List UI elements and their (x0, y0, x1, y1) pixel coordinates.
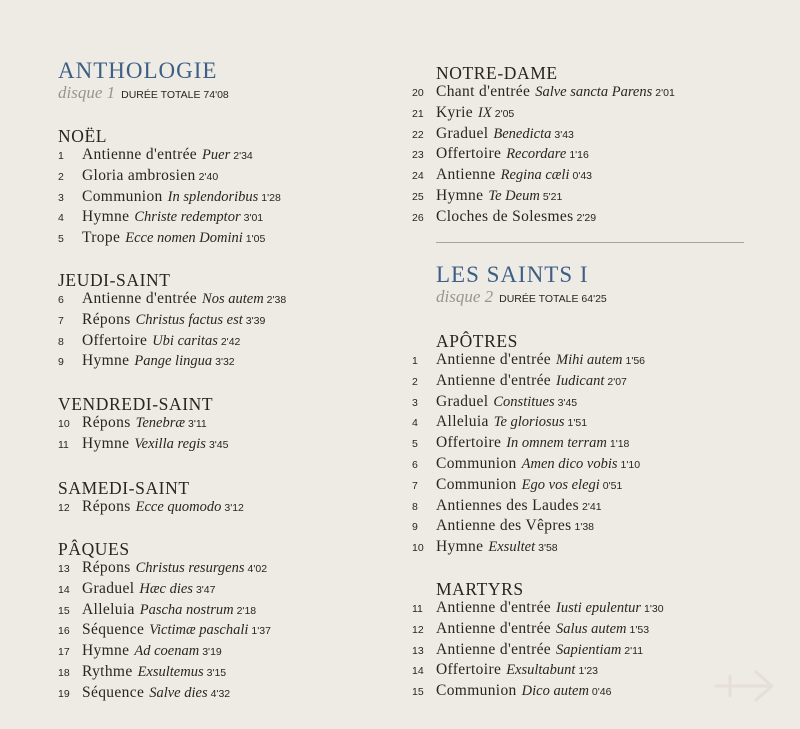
track-work: Amen dico vobis (521, 455, 618, 472)
track-name: Antienne d'entrée (436, 640, 552, 658)
track-work: Pange lingua (134, 353, 213, 370)
track-number: 7 (58, 314, 64, 327)
track-duration: 2'01 (655, 87, 675, 99)
track-duration: 5'21 (542, 190, 563, 203)
track-name: Trope (82, 229, 121, 247)
track-name: Graduel (436, 392, 489, 410)
track-name: Offertoire (436, 434, 502, 452)
section-notre-dame (412, 63, 752, 229)
track-name: Communion (436, 682, 517, 700)
track-name: Communion (436, 454, 517, 472)
track-work: Pascha nostrum (139, 601, 234, 618)
section-jeudi-saint (58, 270, 398, 373)
disc-duration: DURÉE TOTALE 64'25 (499, 293, 607, 305)
track-number: 1 (58, 150, 64, 162)
track-row (58, 435, 398, 456)
track-duration: 1'53 (629, 623, 650, 636)
section-title: JEUDI-SAINT (58, 270, 171, 290)
track-work: Vexilla regis (134, 435, 206, 452)
track-work: Mihi autem (556, 352, 623, 368)
track-number: 4 (58, 212, 64, 225)
track-duration: 1'23 (578, 665, 598, 678)
section-title: NOËL (58, 126, 108, 146)
track-number: 9 (58, 356, 64, 369)
track-work: Tenebræ (135, 415, 186, 431)
track-name: Antienne d'entrée (82, 146, 198, 163)
track-work: Ad coenam (134, 643, 200, 660)
track-row (412, 187, 752, 208)
track-row (58, 601, 398, 622)
track-number: 14 (412, 665, 424, 678)
section-title: SAMEDI-SAINT (58, 478, 190, 498)
track-row (412, 125, 752, 146)
track-row (58, 580, 398, 601)
track-work: Constitues (493, 393, 555, 410)
track-row (58, 352, 398, 373)
track-number: 17 (58, 646, 70, 659)
track-row (412, 208, 752, 229)
track-number: 10 (412, 542, 424, 555)
track-duration: 0'51 (602, 479, 623, 492)
track-duration: 1'37 (251, 625, 271, 638)
track-number: 24 (412, 170, 424, 183)
track-number: 6 (412, 458, 418, 471)
track-duration: 1'51 (567, 417, 588, 430)
track-row (58, 146, 398, 167)
track-work: Regina cæli (500, 167, 570, 184)
track-work: Dico autem (521, 683, 589, 700)
track-number: 14 (58, 583, 70, 596)
track-duration: 2'38 (266, 294, 287, 306)
track-row (412, 497, 752, 518)
track-number: 3 (412, 396, 418, 409)
track-duration: 2'18 (236, 604, 257, 617)
disc-number: disque 2 (436, 287, 494, 306)
track-row (58, 414, 398, 435)
track-work: Hæc dies (139, 580, 193, 597)
track-number: 23 (412, 149, 424, 162)
track-duration: 3'47 (195, 583, 216, 596)
section-title: NOTRE-DAME (436, 63, 558, 83)
track-work: Te Deum (488, 187, 540, 204)
track-work: Exsultabunt (506, 662, 576, 679)
track-number: 6 (58, 294, 64, 306)
disc-duration: DURÉE TOTALE 74'08 (121, 89, 229, 101)
track-work: In splendoribus (167, 188, 259, 205)
track-row (412, 538, 752, 559)
track-duration: 2'41 (582, 500, 602, 513)
track-duration: 0'43 (572, 170, 593, 183)
track-work: In omnem terram (506, 435, 607, 452)
track-name: Répons (82, 414, 131, 431)
disc-title: LES SAINTS I (436, 262, 589, 287)
track-number: 16 (58, 625, 70, 638)
track-duration: 1'10 (620, 458, 641, 471)
track-row (412, 455, 752, 476)
track-list (412, 599, 752, 703)
track-row (412, 620, 752, 641)
section-martyrs (412, 579, 752, 703)
track-list (58, 146, 398, 250)
disc-subtitle (436, 288, 776, 308)
track-name: Offertoire (436, 661, 502, 679)
section-title: APÔTRES (436, 331, 518, 351)
track-name: Offertoire (82, 331, 148, 349)
track-duration: 1'18 (609, 438, 630, 451)
track-row (412, 372, 752, 393)
track-work: Nos autem (202, 291, 264, 307)
track-number: 3 (58, 191, 64, 204)
track-name: Antiennes des Laudes (436, 496, 580, 514)
track-name: Chant d'entrée (436, 83, 531, 100)
track-duration: 1'30 (644, 603, 664, 615)
disc-title: ANTHOLOGIE (58, 58, 218, 83)
track-number: 9 (412, 521, 418, 534)
track-row (58, 498, 398, 519)
track-name: Séquence (82, 683, 145, 701)
track-name: Hymne (436, 538, 484, 556)
section-title: PÂQUES (58, 539, 130, 559)
track-duration: 1'16 (569, 149, 589, 162)
track-row (412, 661, 752, 682)
track-number: 1 (412, 355, 418, 367)
track-row (58, 208, 398, 229)
track-work: Sapientiam (556, 641, 622, 658)
track-duration: 3'12 (224, 502, 244, 514)
track-row (58, 290, 398, 311)
track-name: Hymne (82, 642, 130, 660)
track-number: 2 (412, 375, 418, 388)
track-name: Antienne d'entrée (436, 351, 552, 368)
track-duration: 2'42 (220, 335, 241, 348)
section-paques (58, 539, 398, 705)
track-row (412, 104, 752, 125)
track-list (412, 351, 752, 559)
track-row (58, 559, 398, 580)
divider (436, 242, 744, 243)
track-name: Hymne (82, 352, 130, 370)
track-work: Salve dies (149, 684, 208, 701)
track-work: Ubi caritas (152, 332, 218, 349)
track-name: Hymne (82, 208, 130, 226)
track-work: Exsultet (488, 539, 536, 556)
track-number: 19 (58, 687, 70, 700)
track-work: Christus factus est (135, 311, 243, 328)
track-name: Rythme (82, 662, 133, 680)
track-row (412, 599, 752, 620)
track-name: Antienne d'entrée (436, 619, 552, 637)
track-work: IX (478, 104, 492, 121)
track-row (58, 642, 398, 663)
track-number: 8 (412, 500, 418, 513)
track-row (412, 641, 752, 662)
track-row (412, 476, 752, 497)
section-title: MARTYRS (436, 579, 524, 599)
track-number: 12 (58, 502, 70, 514)
track-number: 18 (58, 666, 70, 679)
track-row (412, 83, 752, 104)
track-name: Graduel (82, 579, 135, 597)
track-name: Répons (82, 559, 131, 576)
track-number: 22 (412, 128, 424, 141)
track-work: Salus autem (556, 620, 627, 637)
track-name: Antienne des Vêpres (436, 517, 572, 535)
track-number: 20 (412, 87, 424, 99)
track-work: Recordare (506, 146, 567, 163)
track-list (58, 498, 398, 519)
track-duration: 3'19 (202, 646, 222, 659)
track-name: Kyrie (436, 103, 474, 121)
track-duration: 2'11 (624, 644, 644, 657)
track-number: 25 (412, 190, 424, 203)
track-row (412, 413, 752, 434)
track-work: Exsultemus (137, 663, 204, 680)
track-duration: 2'07 (607, 375, 627, 388)
section-apotres (412, 331, 752, 559)
track-duration: 1'56 (625, 355, 646, 367)
track-number: 11 (412, 603, 423, 615)
track-duration: 2'40 (198, 170, 219, 183)
arrow-right-icon[interactable] (712, 666, 778, 706)
track-name: Alleluia (436, 413, 489, 431)
track-row (58, 229, 398, 250)
disc-number: disque 1 (58, 83, 116, 102)
track-duration: 3'43 (554, 128, 574, 141)
track-duration: 3'32 (215, 356, 235, 369)
track-work: Iudicant (556, 372, 605, 389)
track-work: Iusti epulentur (556, 600, 642, 616)
track-number: 12 (412, 623, 424, 636)
track-name: Répons (82, 310, 131, 328)
track-work: Ego vos elegi (521, 476, 600, 493)
section-title: VENDREDI-SAINT (58, 394, 214, 414)
track-name: Graduel (436, 124, 489, 142)
track-work: Puer (202, 147, 231, 163)
track-row (412, 351, 752, 372)
track-number: 5 (58, 233, 64, 246)
track-name: Hymne (82, 434, 130, 452)
track-number: 8 (58, 335, 64, 348)
track-name: Séquence (82, 621, 145, 639)
track-name: Répons (82, 498, 131, 515)
track-row (412, 434, 752, 455)
track-number: 4 (412, 417, 418, 430)
track-duration: 3'01 (243, 212, 264, 225)
track-duration: 1'05 (245, 233, 266, 246)
track-duration: 3'11 (188, 418, 207, 430)
track-number: 7 (412, 479, 418, 492)
section-samedi-saint (58, 478, 398, 519)
track-list (58, 414, 398, 456)
track-number: 10 (58, 418, 70, 430)
track-duration: 3'45 (208, 438, 229, 451)
track-duration: 4'02 (247, 563, 268, 575)
track-row (58, 332, 398, 353)
track-number: 21 (412, 107, 424, 120)
track-number: 2 (58, 170, 64, 183)
track-name: Antienne (436, 166, 496, 184)
track-name: Gloria ambrosien (82, 166, 196, 184)
track-number: 13 (412, 644, 424, 657)
track-duration: 3'45 (557, 396, 578, 409)
section-vendredi-saint (58, 394, 398, 456)
track-work: Ecce quomodo (135, 499, 222, 515)
track-duration: 3'58 (538, 542, 558, 555)
track-duration: 1'28 (261, 191, 281, 204)
track-work: Salve sancta Parens (535, 84, 653, 100)
disc-subtitle (58, 84, 398, 104)
track-row (58, 167, 398, 188)
track-row (58, 663, 398, 684)
track-name: Offertoire (436, 145, 502, 163)
track-row (412, 393, 752, 414)
track-name: Antienne d'entrée (436, 371, 552, 389)
track-duration: 2'29 (576, 211, 597, 224)
track-work: Ecce nomen Domini (125, 230, 243, 247)
section-noel (58, 126, 398, 250)
track-work: Victimæ paschali (149, 622, 249, 639)
track-number: 26 (412, 211, 424, 224)
track-row (412, 517, 752, 538)
track-duration: 0'46 (591, 686, 612, 699)
track-number: 11 (58, 438, 69, 451)
track-duration: 4'32 (210, 687, 231, 700)
track-row (58, 311, 398, 332)
track-duration: 2'34 (233, 150, 253, 162)
track-work: Benedicta (493, 125, 552, 142)
track-row (58, 684, 398, 705)
track-number: 5 (412, 438, 418, 451)
track-work: Christe redemptor (134, 209, 241, 226)
track-row (58, 188, 398, 209)
track-name: Antienne d'entrée (436, 599, 552, 616)
track-row (412, 682, 752, 703)
track-duration: 2'05 (494, 107, 515, 120)
disc-2-header (436, 262, 776, 308)
track-list (412, 83, 752, 229)
track-number: 13 (58, 563, 70, 575)
track-number: 15 (412, 686, 424, 699)
track-name: Hymne (436, 186, 484, 204)
track-duration: 3'15 (206, 666, 227, 679)
track-list (58, 559, 398, 705)
track-name: Communion (436, 475, 517, 493)
track-duration: 1'38 (574, 521, 595, 534)
track-name: Antienne d'entrée (82, 290, 198, 307)
track-name: Cloches de Solesmes (436, 207, 574, 225)
track-duration: 3'39 (245, 314, 266, 327)
track-row (58, 621, 398, 642)
track-name: Alleluia (82, 600, 135, 618)
track-work: Christus resurgens (135, 560, 245, 576)
track-row (412, 166, 752, 187)
disc-1-header (58, 58, 398, 104)
track-name: Communion (82, 187, 163, 205)
track-work: Te gloriosus (493, 414, 565, 431)
track-row (412, 145, 752, 166)
track-list (58, 290, 398, 373)
track-number: 15 (58, 604, 70, 617)
